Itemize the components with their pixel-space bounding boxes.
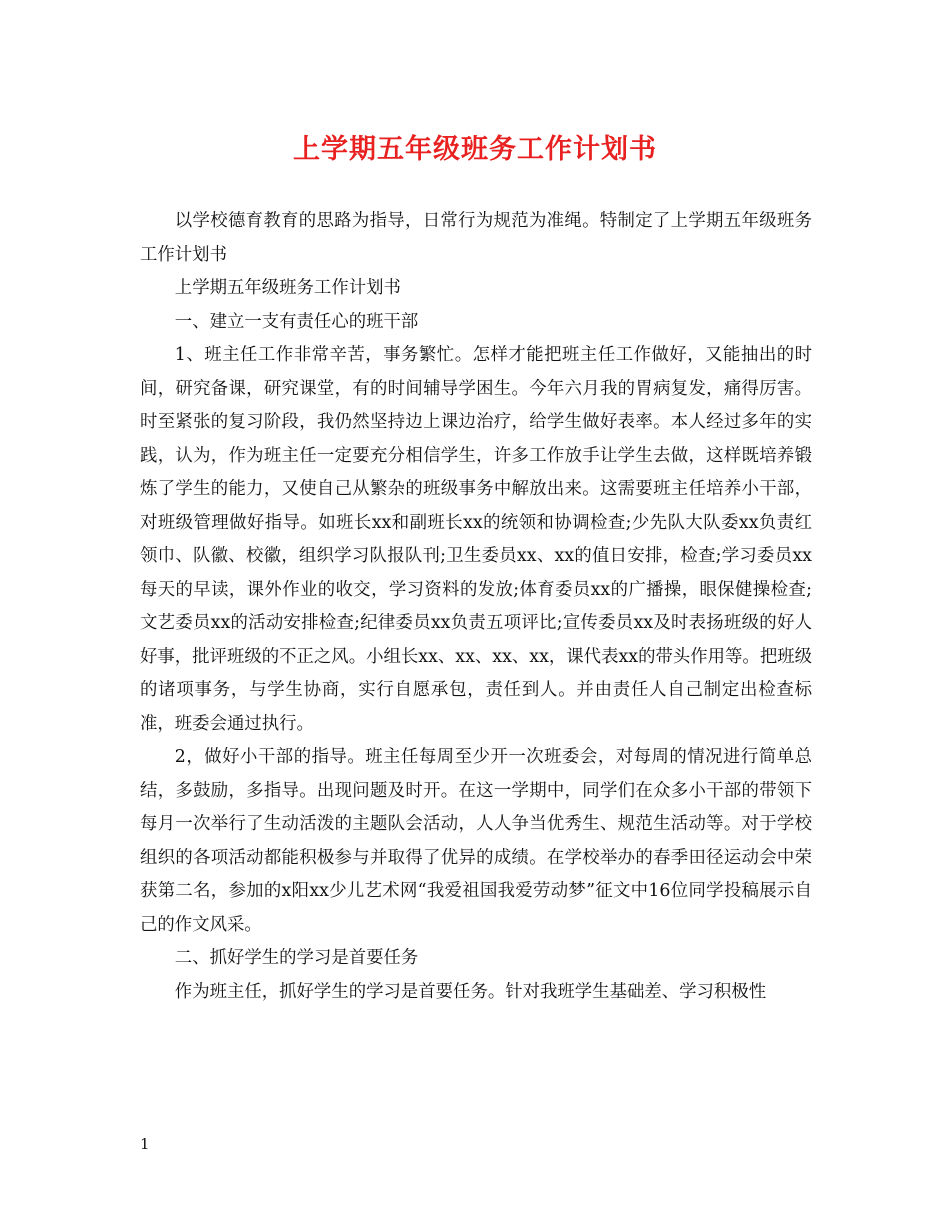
document-body [140,205,812,1009]
body-paragraph-1: 1、班主任工作非常辛苦，事务繁忙。怎样才能把班主任工作做好，又能抽出的时间，研究备课，研究课堂，有的时间辅导学困生。今年六月我的胃病复发，痛得厉害。时至紧张的复习阶段，我仍然坚持边上课边治疗，给学生做好表率。本人经过多年的实践，认为，作为班主任一定要充分相信学生，许多工作放手让学生去做，这样既培养锻炼了学生的能力，又使自己从繁杂的班级事务中解放出来。这需要班主任培养小干部，对班级管理做好指导。如班长xx和副班长xx的统领和协调检查;少先队大队委xx负责红领巾、队徽、校徽，组织学习队报队刊;卫生委员xx、xx的值日安排，检查;学习委员xx每天的早读，课外作业的收交，学习资料的发放;体育委员xx的广播操，眼保健操检查;文艺委员xx的活动安排检查;纪律委员xx负责五项评比;宣传委员xx及时表扬班级的好人好事，批评班级的不正之风。小组长xx、xx、xx、xx，课代表xx的带头作用等。把班级的诸项事务，与学生协商，实行自愿承包，责任到人。并由责任人自己制定出检查标准，班委会通过执行。 [140,345,812,734]
intro-paragraph: 以学校德育教育的思路为指导，日常行为规范为准绳。特制定了上学期五年级班务工作计划书 [140,211,812,265]
body-paragraph-3: 作为班主任，抓好学生的学习是首要任务。针对我班学生基础差、学习积极性 [174,981,767,1002]
subtitle-paragraph: 上学期五年级班务工作计划书 [174,278,401,298]
document-title: 上学期五年级班务工作计划书 [293,134,657,165]
body-paragraph-2: 2，做好小干部的指导。班主任每周至少开一次班委会，对每周的情况进行简单总结，多鼓励，多指导。出现问题及时开。在这一学期中，同学们在众多小干部的带领下每月一次举行了生动活泼的主题队会活动，人人争当优秀生、规范生活动等。对于学校组织的各项活动都能积极参与并取得了优异的成绩。在学校举办的春季田径运动会中荣获第二名，参加的x阳xx少儿艺术网“我爱祖国我爱劳动梦”征文中16位同学投稿展示自己的作文风采。 [140,747,812,935]
page-number: 1 [140,1135,150,1153]
section-heading-2: 二、抓好学生的学习是首要任务 [174,948,419,968]
section-heading-1: 一、建立一支有责任心的班干部 [174,311,419,332]
